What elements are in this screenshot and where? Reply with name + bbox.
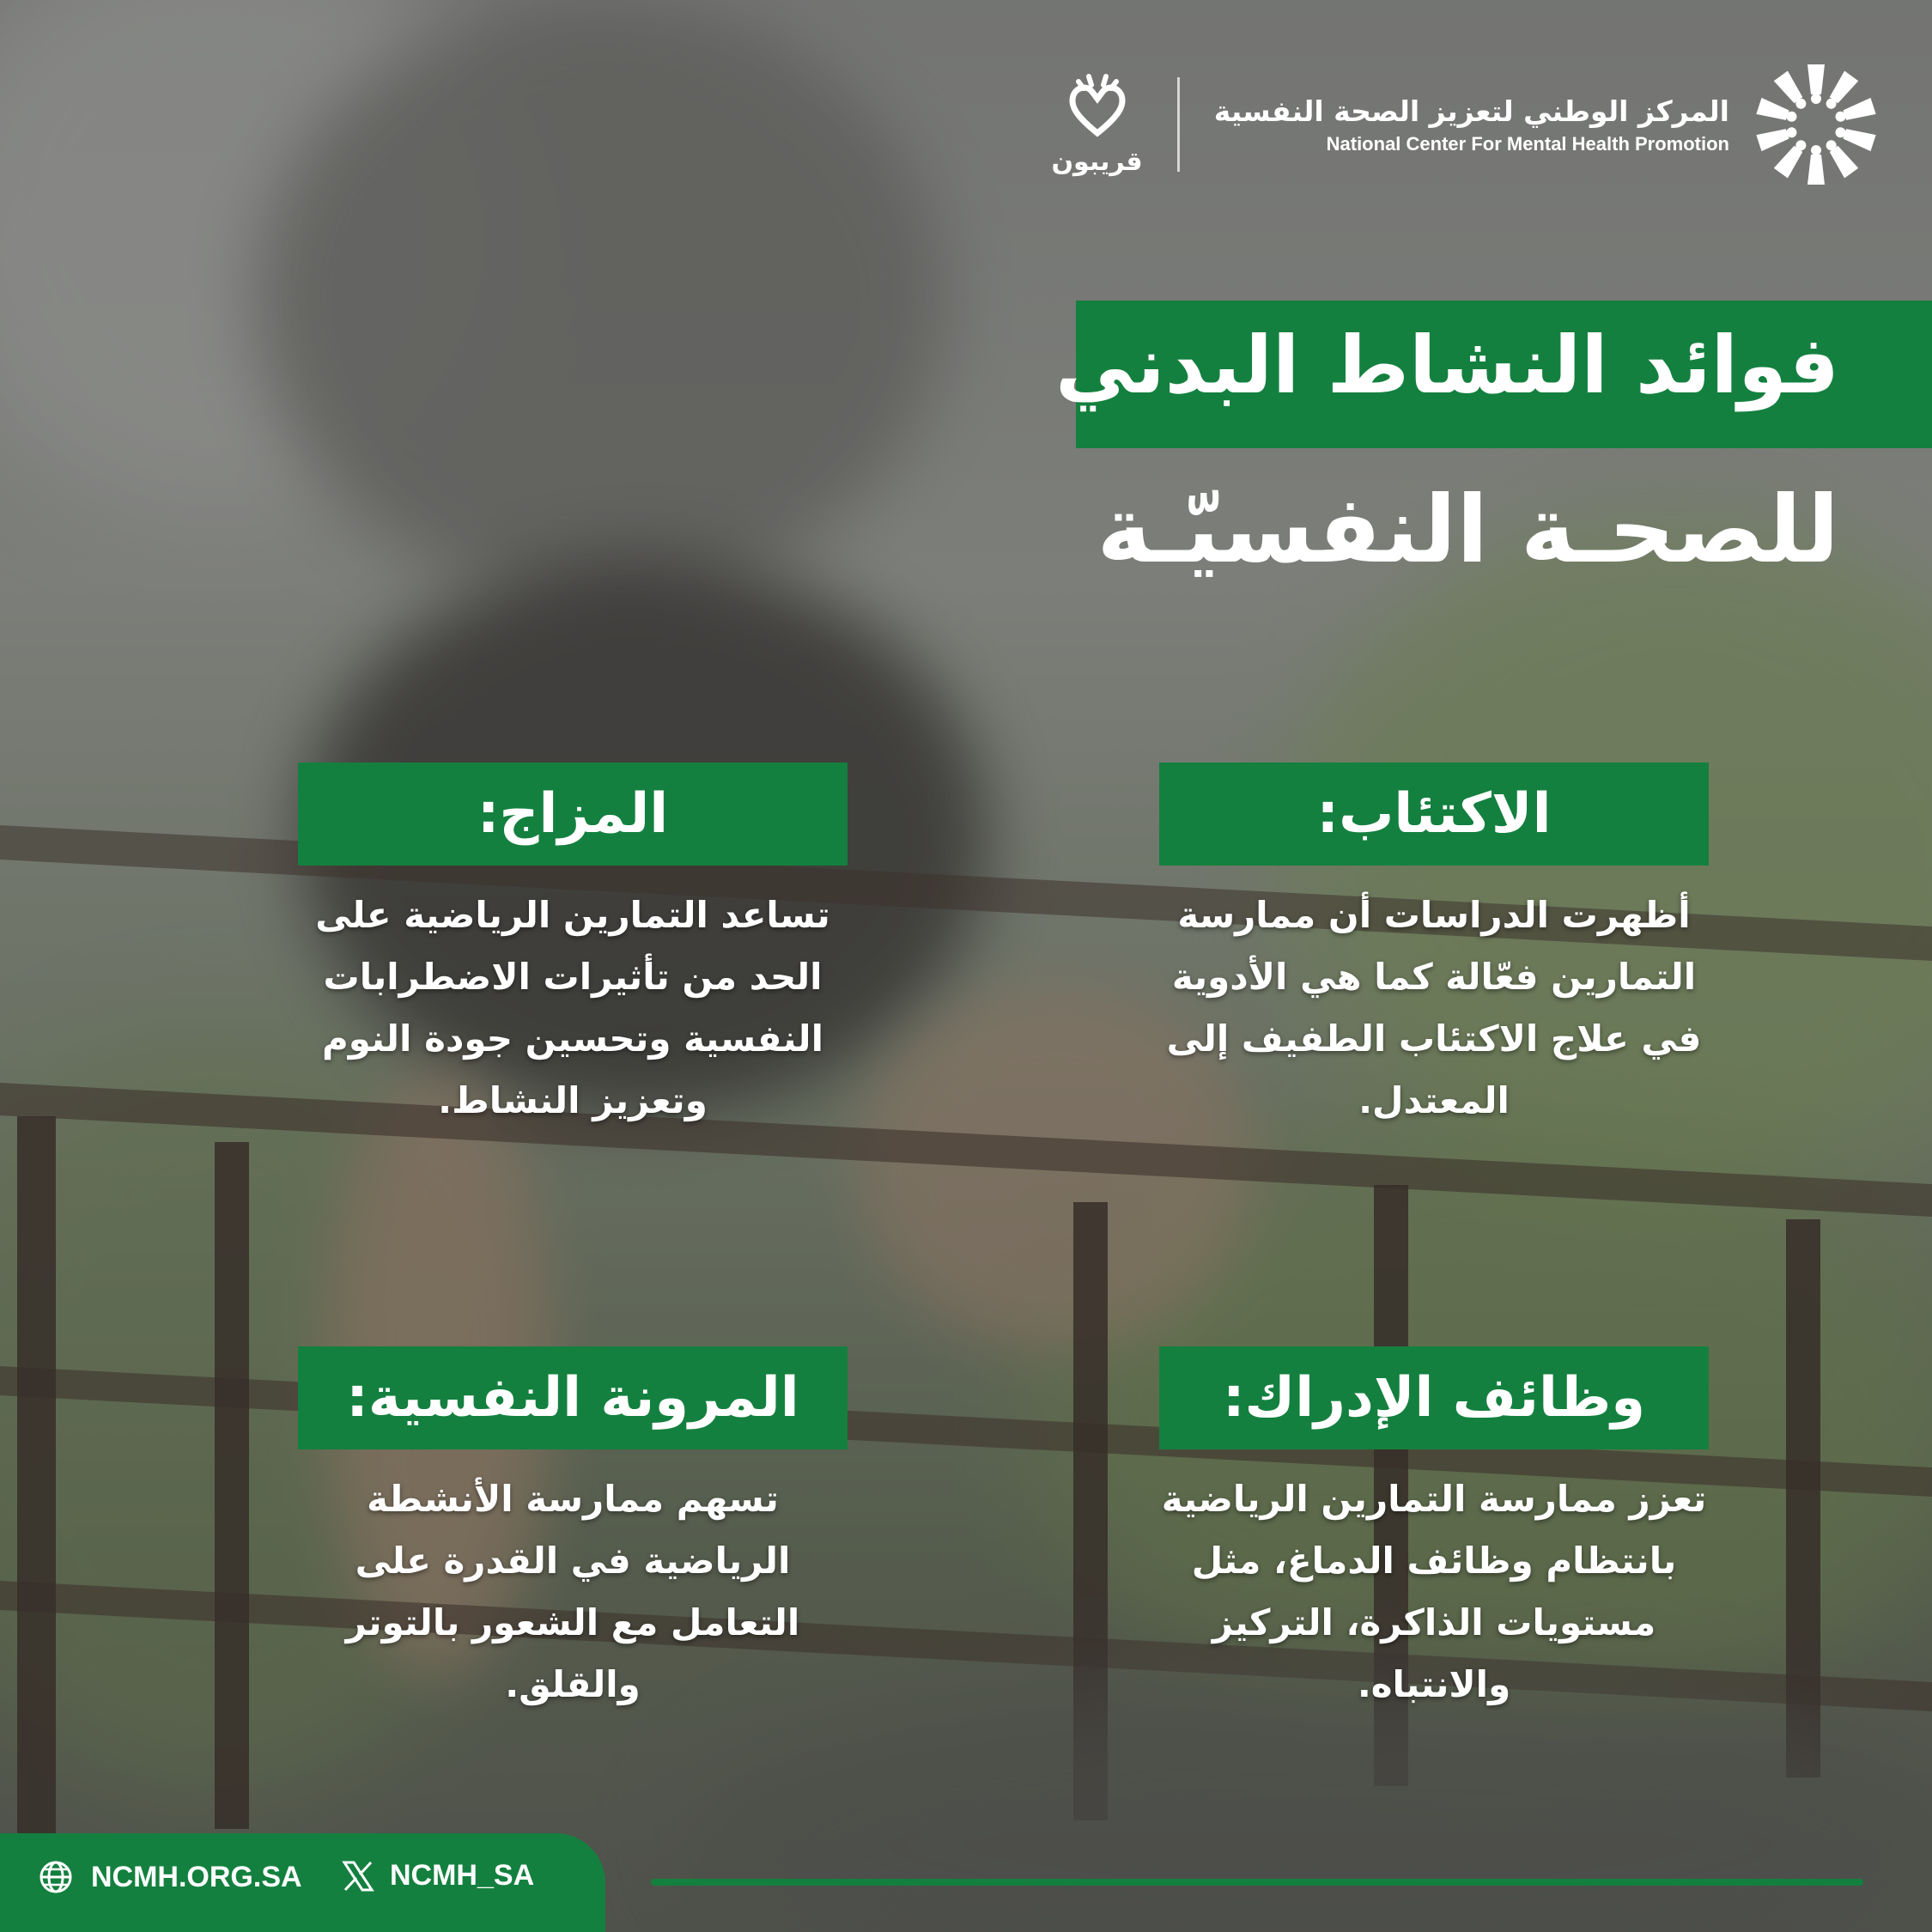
ncmh-name-ar: المركز الوطني لتعزيز الصحة النفسية (1213, 94, 1729, 128)
ncmh-name (1214, 94, 1729, 155)
card-depression-body: أظهرت الدراسات أن ممارسة التمارين فعّالة كما هي الأدوية في علاج الاكتئاب الطفيف إلى المعتدل. (1166, 894, 1702, 1121)
card-cognition-heading: وظائف الإدراك: (1159, 1346, 1709, 1449)
ncmh-name-en: National Center For Mental Health Promotion (1326, 132, 1729, 155)
social-link[interactable] (342, 1859, 534, 1893)
qareeb-label: قريبون (1051, 146, 1143, 177)
card-resilience-body: تسهم ممارسة الأنشطة الرياضية في القدرة على التعامل مع الشعور بالتوتر والقلق. (345, 1478, 800, 1705)
heart-icon (1063, 73, 1132, 142)
logo-divider (1177, 77, 1180, 172)
website-link[interactable] (38, 1859, 302, 1895)
footer-line (651, 1879, 1863, 1886)
globe-icon (38, 1859, 74, 1895)
card-resilience-heading: المرونة النفسية: (298, 1346, 848, 1449)
card-cognition-body: تعزز ممارسة التمارين الرياضية بانتظام وظائف الدماغ، مثل مستويات الذاكرة، التركيز والانتباه. (1161, 1478, 1707, 1705)
social-handle-text: NCMH_SA (390, 1859, 535, 1892)
card-depression-heading: الاكتئاب: (1159, 762, 1709, 866)
ncmh-star-logo-icon (1752, 60, 1880, 189)
title-line-1: فوائد النشاط البدني (1055, 319, 1839, 411)
x-logo-icon (342, 1860, 374, 1893)
card-mood-heading: المزاج: (298, 762, 848, 866)
card-mood-body: تساعد التمارين الرياضية على الحد من تأثيرات الاضطرابات النفسية وتحسين جودة النوم وتعزيز النشاط. (315, 894, 830, 1121)
logo-header (1051, 60, 1880, 189)
website-text: NCMH.ORG.SA (91, 1860, 302, 1893)
qareeb-logo (1051, 73, 1142, 177)
title-line-2: للصحـة النفسيّـة (1097, 477, 1839, 584)
